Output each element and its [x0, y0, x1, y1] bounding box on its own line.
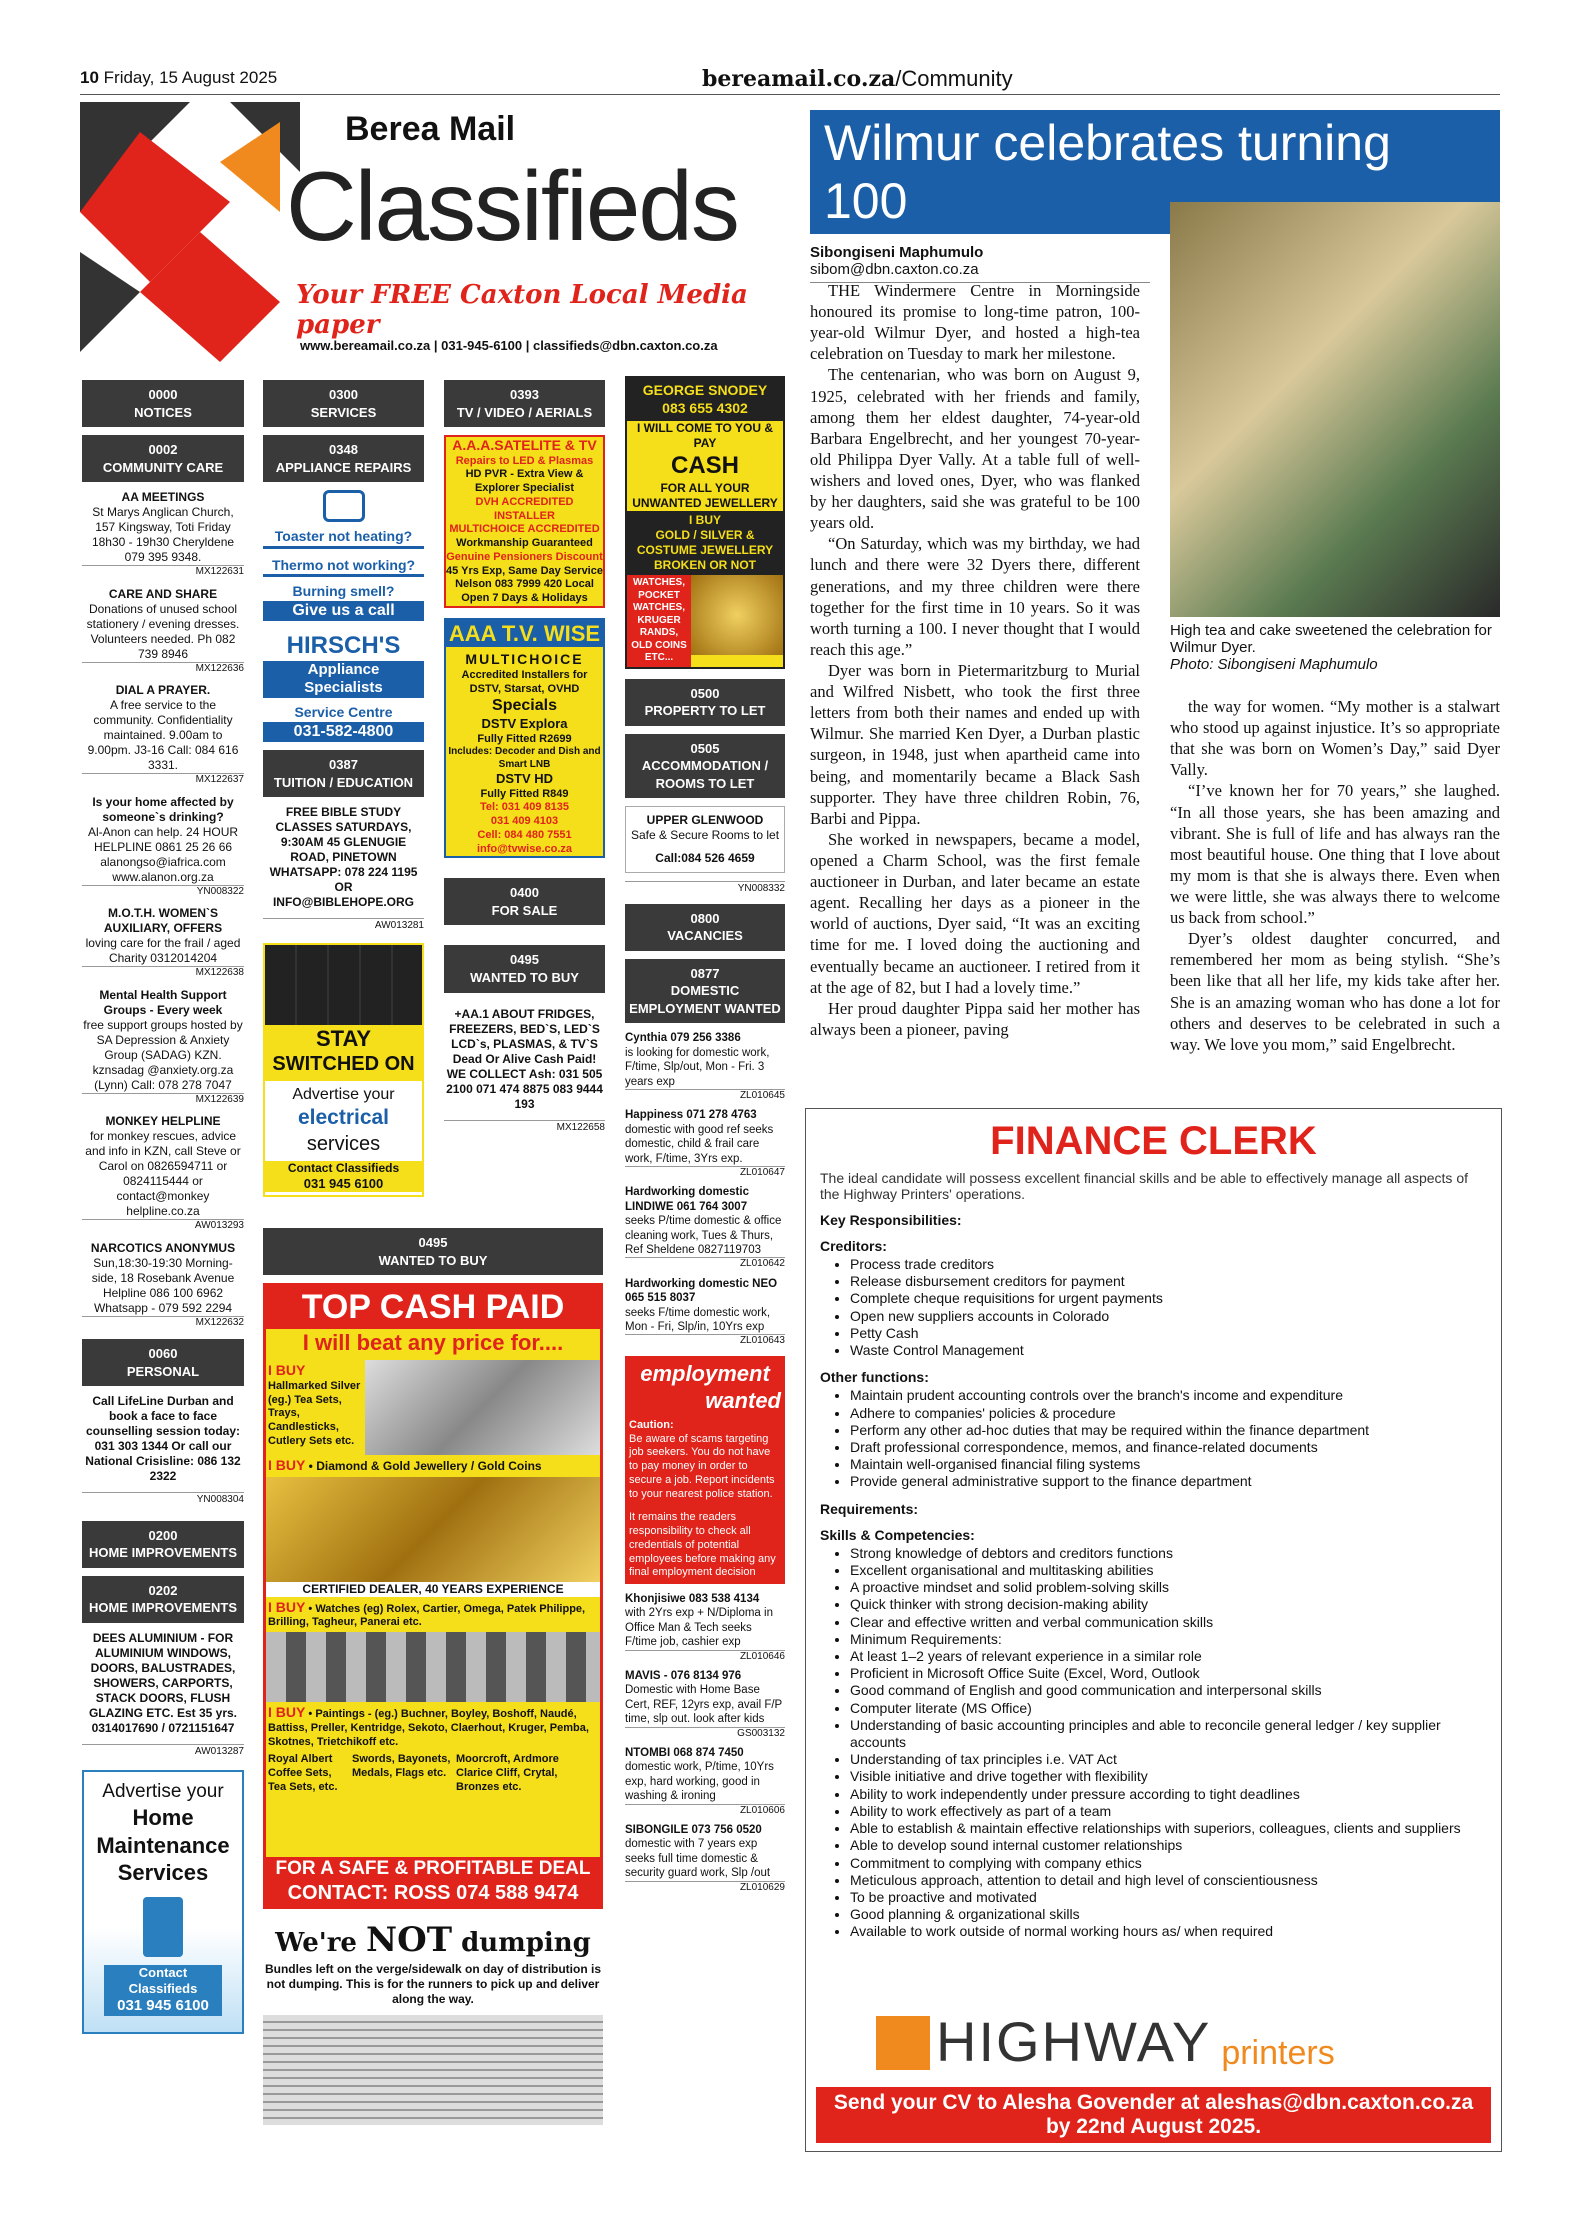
ad-body: Domestic with Home Base Cert, REF, 12yrs exp, avail F/P time, slp out. look after kids [625, 1684, 783, 1726]
top-cash-paid-ad [263, 1283, 603, 1909]
aaa-line: MULTICHOICE ACCREDITED [449, 523, 600, 536]
tcp-r3: Moorcroft, Ardmore Clarice Cliff, Crytal, Bronzes etc. [456, 1753, 559, 1793]
category-domestic: 0877 DOMESTIC EMPLOYMENT WANTED [625, 959, 785, 1024]
creditors-heading: Creditors: [820, 1238, 887, 1254]
list-item: • Understanding of tax principles i.e. VAT Act [850, 1751, 1487, 1768]
classifieds-masthead [80, 102, 780, 372]
article-body-col-1 [810, 280, 1140, 1040]
tcp-r1: Royal Albert Coffee Sets, Tea Sets, etc. [268, 1753, 338, 1793]
wise-line: DSTV HD [495, 771, 554, 787]
glen-call: Call:084 526 4659 [655, 851, 755, 866]
category-for-sale: 0400 FOR SALE [444, 878, 605, 925]
george-snodey-ad [625, 376, 785, 669]
ad-title: MAVIS - 076 8134 976 [625, 1670, 742, 1683]
ad-title: NTOMBI 068 874 7450 [625, 1747, 744, 1760]
aaa-line: Open 7 Days & Holidays [461, 592, 588, 605]
ad-body: loving care for the frail / aged Charity 0312014204 [85, 936, 241, 966]
ad-ref: MX122639 [82, 1093, 244, 1107]
other-functions-list [820, 1387, 1487, 1490]
photo-credit: Photo: Sibongiseni Maphumulo [1170, 656, 1378, 673]
article-paragraph: Dyer was born in Pietermaritzburg to Murial and Wilfred Nisbett, who took the first three letters from both their names and ended up with Wilmur. She married Ken Dyer, a Durban plastic surgeon, in 1948, just when apartheid came into being, and momentarily became a Black Sash supporter. They have three children Robin, 76, Barbi and Pippa. [810, 660, 1140, 828]
article-paragraph: the way for women. “My mother is a stalwart who stood up against injustice. It’s so appropriate that she was born on Women’s Day,” said Dyer Vally. [1170, 697, 1500, 780]
ad-title: M.O.T.H. WOMEN`S AUXILIARY, OFFERS [103, 906, 223, 936]
aa1-fridges-ad: +AA.1 ABOUT FRIDGES, FREEZERS, BED`S, LED`S LCD`s, PLASMAS, & TV`S Dead Or Alive Cash Paid! WE COLLECT Ash: 031 505 2100 071 474 8875 083 9444 193 [446, 1006, 603, 1111]
skills-list [820, 1545, 1487, 1941]
toaster-icon [323, 490, 365, 522]
domestic-ad [625, 1277, 785, 1348]
list-item: • Good planning & organizational skills [850, 1906, 1487, 1923]
george-phone: 083 655 4302 [662, 399, 748, 416]
wise-line: Cell: 084 480 7551 [477, 828, 572, 841]
ad-ref: GS003132 [625, 1727, 785, 1741]
glen-body: Safe & Secure Rooms to let [630, 828, 780, 843]
aaa-line: HD PVR - Extra View & Explorer Specialist [465, 468, 584, 495]
aaa-satelite-ad [444, 435, 605, 608]
category-wanted-to-buy-2: 0495 WANTED TO BUY [444, 945, 605, 992]
category-tv: 0393 TV / VIDEO / AERIALS [444, 380, 605, 427]
not-dumping-notice [263, 1919, 603, 2125]
community-ad [82, 1114, 244, 1233]
list-item: • Able to establish & maintain effective relationships with superiors, colleagues, clients and suppliers [850, 1820, 1487, 1837]
classifieds-title: Classifieds [286, 151, 738, 261]
ad-title: Happiness 071 278 4763 [625, 1109, 757, 1122]
list-item: • To be proactive and motivated [850, 1889, 1487, 1906]
ad-body: Al-Anon can help. 24 HOUR HELPLINE 0861 25 26 66 alanongso@iafrica.com www.alanon.org.za [87, 824, 239, 884]
community-ad [82, 683, 244, 787]
hirsch-sc: Service Centre [294, 704, 393, 721]
list-item: • Quick thinker with strong decision-making ability [850, 1596, 1487, 1613]
tcp-cert: CERTIFIED DEALER, 40 YEARS EXPERIENCE [266, 1582, 600, 1597]
tcp-footer [266, 1857, 600, 1906]
ad-title: Khonjisiwe 083 538 4134 [625, 1593, 760, 1606]
ad-body: domestic with good ref seeks domestic, child & frail care work, F/time, 3Yrs exp. [625, 1123, 774, 1165]
ad-ref: MX122636 [82, 662, 244, 676]
ad-title: Is your home affected by someone`s drinking? [92, 794, 234, 824]
ad-ref: ZL010606 [625, 1804, 785, 1818]
tcp-watches: I BUY • Watches (eg) Rolex, Cartier, Omega, Patek Philippe, Brilling, Tagheur, Panerai etc. [268, 1598, 586, 1629]
site-section: bereamail.co.za/Community [702, 66, 1013, 92]
aaa-line: DVH ACCREDITED INSTALLER [475, 495, 574, 522]
list-item: • Process trade creditors [850, 1256, 1487, 1273]
category-property: 0500 PROPERTY TO LET [625, 679, 785, 726]
list-item: • Petty Cash [850, 1325, 1487, 1342]
ad-ref: MX122632 [82, 1316, 244, 1330]
tcp-b1: Hallmarked Silver (eg.) Tea Sets, Trays, Candlesticks, Cutlery Sets etc. [268, 1379, 361, 1447]
ad-title: CARE AND SHARE [108, 586, 218, 601]
adv-line: Home [132, 1805, 194, 1831]
other-functions-heading: Other functions: [820, 1369, 929, 1386]
stay-line: STAY [265, 1025, 422, 1053]
ad-body: domestic work, P/time, 10Yrs exp, hard working, good in washing & ironing [625, 1761, 774, 1803]
adv-contact: Contact Classifieds [104, 1965, 222, 1998]
ad-ref: ZL010629 [625, 1881, 785, 1895]
advertise-home-maintenance-ad [82, 1770, 244, 2034]
domestic-ad [625, 1185, 785, 1270]
domestic-ad [625, 1669, 785, 1740]
employment-wanted-caution [625, 1356, 785, 1584]
ad-title: MONKEY HELPLINE [105, 1114, 221, 1129]
photo-caption [1170, 622, 1500, 673]
cv-line2: by 22nd August 2025. [1045, 2115, 1262, 2138]
category-appliance-repairs: 0348 APPLIANCE REPAIRS [263, 435, 424, 482]
finance-clerk-ad [805, 1108, 1502, 2152]
dump-title: We're NOT dumping [275, 1920, 591, 1961]
key-responsibilities: Key Responsibilities: [820, 1212, 962, 1228]
domestic-ad [625, 1031, 785, 1102]
list-item: • Waste Control Management [850, 1342, 1487, 1359]
wise-title: AAA T.V. WISE [446, 620, 603, 648]
hirsch-name: HIRSCH'S [286, 631, 401, 659]
ad-body: free support groups hosted by SA Depression & Anxiety Group (SADAG) KZN. kznsadag @anxiety.org.za (Lynn) Call: 078 278 7047 [83, 1017, 243, 1092]
list-item: • A proactive mindset and solid problem-solving skills [850, 1579, 1487, 1596]
ad-ref: ZL010645 [625, 1089, 785, 1103]
stay-line: Contact Classifieds [265, 1161, 422, 1176]
tcp-row-silver [266, 1360, 600, 1455]
tcp-deal: FOR A SAFE & PROFITABLE DEAL [266, 1857, 600, 1881]
tcp-buy-silver: I BUY Hallmarked Silver (eg.) Tea Sets, Trays, Candlesticks, Cutlery Sets etc. [266, 1360, 365, 1455]
paper-name: Berea Mail [345, 110, 516, 148]
masthead-tagline: Your FREE Caxton Local Media paper [296, 280, 748, 340]
ad-body: for monkey rescues, advice and info in KZN, call Steve or Carol on 0826594711 or 0824115444 or contact@monkey helpline.co.za [85, 1129, 241, 1219]
ad-title: SIBONGILE 073 756 0520 [625, 1824, 762, 1837]
list-item: • Excellent organisational and multitasking abilities [850, 1562, 1487, 1579]
hirsch-q3: Burning smell? [292, 583, 395, 600]
hirschs-ad [263, 490, 424, 740]
ad-ref: MX122638 [82, 966, 244, 980]
caption-text: High tea and cake sweetened the celebration for Wilmur Dyer. [1170, 622, 1492, 656]
ad-body: seeks F/time domestic work, Mon - Fri, Slp/in, 10Yrs exp [625, 1306, 771, 1333]
hirsch-phone: 031-582-4800 [263, 722, 424, 742]
list-item: • Adhere to companies' policies & procedure [850, 1405, 1487, 1422]
category-notices: 0000 NOTICES [82, 380, 244, 427]
george-items-row [627, 575, 783, 667]
wise-line: Accredited Installers for DSTV, Starsat, OVHD [461, 668, 588, 695]
ad-ref: MX122658 [444, 1120, 605, 1135]
page-number-date: 10 Friday, 15 August 2025 [80, 68, 278, 87]
article-paragraph: “I’ve known her for 70 years,” she laughed. “In all those years, she has been amazing and vibrant. She is full of life and has always ran the most beautiful house. One thing that I love about my mom is that she is always there. Even when we were little, she was always there to welcome us back from school.” [1170, 781, 1500, 928]
light-bulbs-graphic [265, 945, 422, 1025]
stay-line: Advertise your [292, 1086, 395, 1104]
list-item: • Ability to work independently under pressure according to tight deadlines [850, 1786, 1487, 1803]
hirsch-sub: Specialists [263, 679, 424, 698]
ad-body: seeks P/time domestic & office cleaning work, Tues & Thurs, Ref Sheldene 0827119703 [625, 1215, 782, 1256]
hirsch-cta: Give us a call [263, 601, 424, 621]
george-buy-box [627, 511, 783, 575]
article-paragraph: The centenarian, who was born on August 9, 1925, celebrated with her friends and family, among them her eldest daughter, 74-year-old Barbara Engelbrecht, and her youngest 70-year-old Philippa Dyer Vally. At a table full of well-wishers and loved ones, Dyer, who was flanked by her daughters, said she was grateful to be 100 years old. [810, 365, 1140, 533]
category-personal: 0060 PERSONAL [82, 1339, 244, 1386]
tcp-row-misc [266, 1751, 600, 1796]
dump-body: Bundles left on the verge/sidewalk on day of distribution is not dumping. This is for the runners to pick up and deliver along the way. [264, 1961, 602, 2006]
category-home-improvements: 0200 HOME IMPROVEMENTS [82, 1521, 244, 1568]
lifeline-ad: Call LifeLine Durban and book a face to face counselling session today: 031 303 1344 Or call our National Crisisline: 086 132 2322 [85, 1394, 241, 1484]
list-item: • Strong knowledge of debtors and creditors functions [850, 1545, 1487, 1562]
article [810, 110, 1500, 1054]
george-cash: CASH [670, 452, 739, 479]
wise-line: Tel: 031 409 8135 [479, 801, 570, 814]
community-ad [82, 490, 244, 579]
send-cv-banner [816, 2087, 1491, 2143]
category-home-improvements-2: 0202 HOME IMPROVEMENTS [82, 1576, 244, 1623]
logo-sub: printers [1221, 2034, 1335, 2072]
category-accommodation: 0505 ACCOMMODATION / ROOMS TO LET [625, 734, 785, 799]
masthead-logo-graphic [80, 102, 300, 362]
category-vacancies: 0800 VACANCIES [625, 904, 785, 951]
hirsch-sub: Appliance [263, 661, 424, 680]
list-item: • Maintain well-organised financial filing systems [850, 1456, 1487, 1473]
category-community-care: 0002 COMMUNITY CARE [82, 435, 244, 482]
stay-line: electrical [297, 1106, 390, 1130]
classifieds-col-1 [82, 380, 244, 2034]
list-item: • Complete cheque requisitions for urgent payments [850, 1290, 1487, 1307]
article-body-col-2 [1170, 696, 1500, 1055]
job-intro: The ideal candidate will possess excellent financial skills and be able to effectively manage all aspects of the Highway Printers' operations. [820, 1170, 1468, 1202]
newspapers-photo [263, 2015, 603, 2125]
article-paragraph: THE Windermere Centre in Morningside honoured its promise to long-time patron, 100-year-old Wilmur Dyer, and hosted a high-tea celebration on Tuesday to mark her milestone. [810, 281, 1140, 364]
classifieds-col-4 [625, 376, 785, 1900]
article-paragraph: She worked in newspapers, became a model, opened a Charm School, was the first female auctioneer in Durban, and later became an estate agent. Recalling her days as a pioneer in the world of auctions, Dyer said, “It was an exciting time for me. I loved doing the auctioning and eventually became an auctioneer. I retired from it at the age of 82, but I had a lovely time.” [810, 829, 1140, 997]
wise-specials: Specials [492, 697, 557, 715]
ad-body: domestic with 7 years exp seeks full time domestic & security guard work, Slp /out [625, 1838, 771, 1880]
jewellery-photo [691, 575, 783, 655]
emp-caution: Caution: [629, 1418, 674, 1431]
ad-title: NARCOTICS ANONYMUS [90, 1240, 236, 1255]
list-item: • Proficient in Microsoft Office Suite (Excel, Word, Outlook [850, 1665, 1487, 1682]
aaa-line: Repairs to LED & Plasmas [455, 454, 594, 467]
ad-ref: YN008322 [82, 885, 244, 899]
wise-line: 031 409 4103 [490, 815, 559, 828]
tcp-title: TOP CASH PAID [266, 1286, 600, 1329]
upper-glenwood-ad: UPPER GLENWOOD Safe & Secure Rooms to let Call:084 526 4659 [625, 806, 785, 873]
paint-roller-icon [143, 1897, 183, 1957]
aaa-line: 45 Yrs Exp, Same Day Service [446, 564, 603, 577]
list-item: • Maintain prudent accounting controls over the branch's income and expenditure [850, 1387, 1487, 1404]
ad-ref: ZL010643 [625, 1334, 785, 1348]
community-ad [82, 795, 244, 899]
list-item: • At least 1–2 years of relevant experience in a similar role [850, 1648, 1487, 1665]
job-title: FINANCE CLERK [990, 1119, 1317, 1163]
creditors-list [820, 1256, 1487, 1359]
list-item: • Meticulous approach, attention to detail and high level of conscientiousness [850, 1872, 1487, 1889]
george-gold: GOLD / SILVER & COSTUME JEWELLERY BROKEN OR NOT [636, 528, 774, 572]
masthead-contact: www.bereamail.co.za | 031-945-6100 | classifieds@dbn.caxton.co.za [300, 338, 718, 353]
community-ad [82, 988, 244, 1107]
adv-line: Services [117, 1860, 209, 1886]
ad-ref: YN008332 [625, 881, 785, 896]
tcp-sub: I will beat any price for.... [302, 1329, 564, 1355]
highway-logo-mark [876, 2016, 930, 2070]
george-items: WATCHES, POCKET WATCHES, KRUGER RANDS, OLD COINS ETC... [627, 575, 691, 667]
ad-title: Mental Health Support Groups - Every week [99, 987, 227, 1017]
community-ad [82, 1241, 244, 1330]
wise-line: Fully Fitted R849 [480, 787, 569, 800]
list-item: • Understanding of basic accounting principles and able to reconcile general ledger / key supplier accounts [850, 1717, 1487, 1751]
list-item: • Draft professional correspondence, memos, and finance-related documents [850, 1439, 1487, 1456]
article-byline [810, 244, 1150, 283]
category-wanted-to-buy: 0495 WANTED TO BUY [263, 1228, 603, 1275]
ad-ref: AW013293 [82, 1219, 244, 1233]
stay-line: SWITCHED ON [265, 1052, 422, 1081]
bible-study-ad: FREE BIBLE STUDY CLASSES SATURDAYS, 9:30AM 45 GLENUGIE ROAD, PINETOWN WHATSAPP: 078 224 1195 OR INFO@BIBLEHOPE.ORG [269, 805, 418, 910]
logo-text: HIGHWAY [936, 2010, 1212, 2073]
ad-ref: AW013287 [82, 1744, 244, 1759]
article-author: Sibongiseni Maphumulo [810, 244, 984, 261]
george-line: FOR ALL YOUR UNWANTED JEWELLERY [632, 481, 778, 510]
list-item: • Visible initiative and drive together with flexibility [850, 1768, 1487, 1785]
george-buy: I BUY [688, 513, 721, 527]
category-services: 0300 SERVICES [263, 380, 424, 427]
domestic-ad [625, 1823, 785, 1894]
requirements-heading: Requirements: [820, 1500, 919, 1517]
wise-line: Includes: Decoder and Dish and Smart LNB [448, 746, 601, 770]
tcp-jewellery: I BUY • Diamond & Gold Jewellery / Gold Coins [268, 1457, 542, 1474]
aaa-line: Workmanship Guaranteed [456, 537, 593, 550]
ad-body: St Marys Anglican Church, 157 Kingsway, Toti Friday 18h30 - 19h30 Cheryldene 079 395 9348. [91, 505, 235, 565]
ad-ref: MX122637 [82, 773, 244, 787]
emp-c1: Be aware of scams targeting job seekers. You do not have to pay money in order to secure a job. Report incidents to your nearest police station. [629, 1432, 775, 1500]
category-tuition: 0387 TUITION / EDUCATION [263, 750, 424, 797]
adv-line: Maintenance [96, 1832, 230, 1858]
skills-heading: Skills & Competencies: [820, 1526, 975, 1543]
emp-title: wanted [705, 1388, 781, 1414]
highway-printers-logo [876, 2010, 1335, 2073]
cv-line1: Send your CV to Alesha Govender at aleshas@dbn.caxton.co.za [833, 2091, 1474, 2114]
tcp-r2: Swords, Bayonets, Medals, Flags etc. [352, 1753, 451, 1780]
ad-ref: ZL010647 [625, 1166, 785, 1180]
ad-ref: MX122631 [82, 565, 244, 579]
ad-ref: YN008304 [82, 1492, 244, 1507]
ad-body: A free service to the community. Confidentiality maintained. 9.00am to 9.00pm. J3-16 Call: 084 616 3331. [87, 698, 239, 773]
aaa-line: Genuine Pensioners Discount [446, 550, 603, 563]
wise-line: info@tvwise.co.za [476, 842, 573, 855]
ad-body: Sun,18:30-19:30 Morning-side, 18 Rosebank Avenue Helpline 086 100 6962 Whatsapp - 079 592 2294 [91, 1255, 235, 1315]
community-ad [82, 587, 244, 676]
george-header [627, 378, 783, 421]
george-line: I WILL COME TO YOU & PAY [636, 421, 773, 450]
article-paragraph: “On Saturday, which was my birthday, we had lunch and there were 32 Dyers there, different generations, and my three children were there together for the first time in 10 years. So it was worth turning a 100. I never thought that I would reach this age.” [810, 534, 1140, 659]
list-item: • Clear and effective written and verbal communication skills [850, 1614, 1487, 1631]
article-email: sibom@dbn.caxton.co.za [810, 261, 979, 278]
ad-ref: AW013281 [263, 918, 424, 933]
article-photo [1170, 202, 1500, 617]
list-item: • Provide general administrative support to the finance department [850, 1473, 1487, 1490]
list-item: • Able to develop sound internal customer relationships [850, 1837, 1487, 1854]
list-item: • Release disbursement creditors for payment [850, 1273, 1487, 1290]
domestic-ad [625, 1592, 785, 1663]
classifieds-col-2 [263, 380, 424, 1197]
emp-title: employment [640, 1360, 770, 1386]
domestic-ad [625, 1108, 785, 1179]
hirsch-q1: Toaster not heating? [263, 528, 424, 549]
ad-ref: ZL010646 [625, 1650, 785, 1664]
article-title: Wilmur celebrates turning 100 [810, 110, 1500, 234]
george-name: GEORGE SNODEY [642, 382, 768, 398]
ad-title: Hardworking domestic LINDIWE 061 764 3007 [625, 1186, 749, 1213]
ad-body: with 2Yrs exp + N/Diploma in Office Man & Tech seeks F/time job, cashier exp [625, 1607, 773, 1649]
list-item: • Ability to work effectively as part of a team [850, 1803, 1487, 1820]
list-item: • Good command of English and good communication and interpersonal skills [850, 1682, 1487, 1699]
community-ad [82, 906, 244, 980]
multichoice-logo: MULTICHOICE [465, 651, 584, 668]
emp-c2: It remains the readers responsibility to check all credentials of potential employees before making any final employment decision [629, 1511, 776, 1579]
adv-phone: 031 945 6100 [104, 1997, 222, 2016]
tcp-contact: CONTACT: ROSS 074 588 9474 [266, 1881, 600, 1906]
aaa-tv-wise-ad [444, 618, 605, 859]
aaa-line: Nelson 083 7999 420 Local [455, 578, 594, 591]
wanted-to-buy-section [263, 1228, 603, 2125]
stay-line: 031 945 6100 [265, 1176, 422, 1192]
article-paragraph: Dyer’s oldest daughter concurred, and remembered her mom as being stylish. “She’s been like that all her life, my kids take after her. She is an amazing woman who has done a lot for others and deserves to be celebrated in such a way. We love you mom,” said Engelbrecht. [1170, 929, 1500, 1054]
list-item: • Minimum Requirements: [850, 1631, 1487, 1648]
page-header [80, 64, 1500, 95]
ad-title: AA MEETINGS [121, 490, 205, 505]
ad-title: DIAL A PRAYER. [115, 683, 211, 698]
hirsch-q2: Thermo not working? [263, 557, 424, 578]
ad-ref: ZL010642 [625, 1257, 785, 1271]
stay-switched-on-ad [263, 943, 424, 1197]
article-paragraph: Her proud daughter Pippa said her mother has always been a pioneer, paving [810, 998, 1140, 1039]
aaa-title: A.A.A.SATELITE & TV [452, 437, 597, 454]
list-item: • Perform any other ad-hoc duties that may be required within the finance department [850, 1422, 1487, 1439]
watches-photo [266, 1632, 600, 1702]
gold-photo [266, 1477, 600, 1582]
domestic-ad [625, 1746, 785, 1817]
list-item: • Available to work outside of normal working hours as/ when required [850, 1923, 1487, 1940]
list-item: • Computer literate (MS Office) [850, 1700, 1487, 1717]
list-item: • Commitment to complying with company ethics [850, 1855, 1487, 1872]
tcp-paintings: I BUY • Paintings - (eg.) Buchner, Boyley, Boshoff, Naudé, Battiss, Preller, Kentridge, Sekoto, Claerhout, Kruger, Pemba, Skotnes, Trietchikoff etc. [268, 1704, 589, 1748]
job-details [806, 1170, 1501, 1941]
classifieds-col-3 [444, 380, 605, 1134]
adv-line: Advertise your [102, 1781, 224, 1803]
wise-line: Fully Fitted R2699 [477, 732, 572, 745]
wise-line: DSTV Explora [481, 716, 568, 732]
ad-title: Hardworking domestic NEO 065 515 8037 [625, 1277, 778, 1305]
stay-line: services [306, 1132, 381, 1155]
dees-aluminium-ad: DEES ALUMINIUM - FOR ALUMINIUM WINDOWS, DOORS, BALUSTRADES, SHOWERS, CARPORTS, STACK DOORS, FLUSH GLAZING ETC. Est 35 yrs. 0314017690 / 0721151647 [88, 1630, 238, 1735]
list-item: • Open new suppliers accounts in Colorado [850, 1308, 1487, 1325]
silverware-photo [365, 1360, 600, 1455]
ad-title: Cynthia 079 256 3386 [625, 1032, 741, 1045]
ad-body: Donations of unused school stationery / evening dresses. Volunteers needed. Ph 082 739 8946 [86, 601, 240, 661]
ad-body: is looking for domestic work, F/time, Slp/out, Mon - Fri. 3 years exp [625, 1046, 770, 1088]
